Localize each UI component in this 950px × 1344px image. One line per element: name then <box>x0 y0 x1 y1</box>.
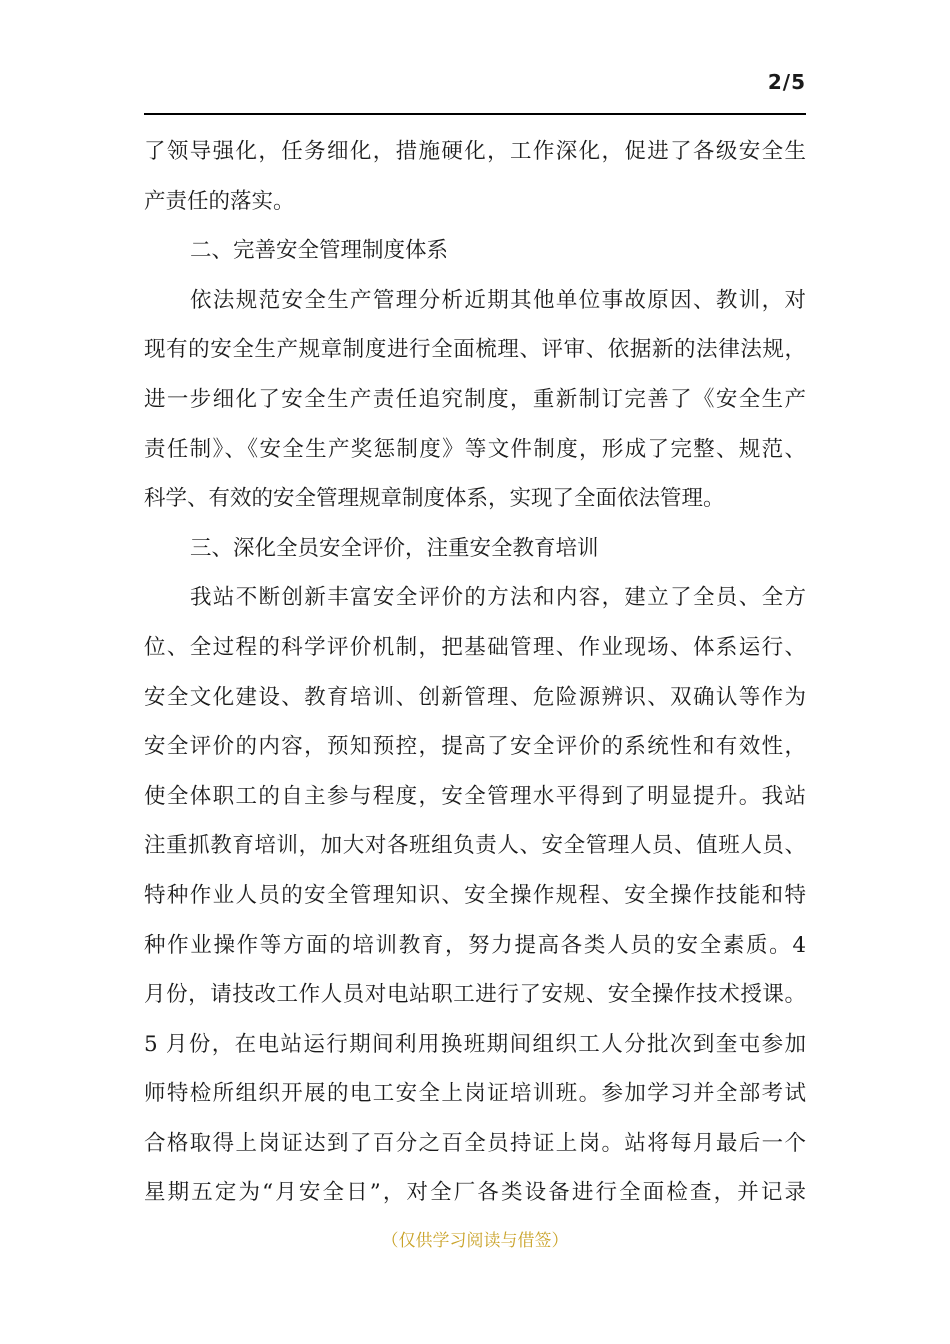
text-line: 5 月份，在电站运行期间利用换班期间组织工人分批次到奎屯参加 <box>144 1031 806 1057</box>
text-line: 进一步细化了安全生产责任追究制度，重新制订完善了《安全生产 <box>144 386 806 412</box>
page-number: 2/5 <box>767 70 806 94</box>
header-rule <box>144 113 806 115</box>
text-line: 依法规范安全生产管理分析近期其他单位事故原因、教训，对 <box>190 287 806 313</box>
text-line: 科学、有效的安全管理规章制度体系，实现了全面依法管理。 <box>144 486 725 512</box>
text-line: 我站不断创新丰富安全评价的方法和内容，建立了全员、全方 <box>190 585 806 611</box>
text-line: 产责任的落实。 <box>144 188 295 214</box>
text-line: 种作业操作等方面的培训教育，努力提高各类人员的安全素质。4 <box>144 932 806 958</box>
text-line: 三、深化全员安全评价，注重安全教育培训 <box>190 535 599 561</box>
footer-note: （仅供学习阅读与借签） <box>381 1231 569 1251</box>
text-line: 二、完善安全管理制度体系 <box>190 238 449 264</box>
text-line: 现有的安全生产规章制度进行全面梳理、评审、依据新的法律法规， <box>144 337 806 363</box>
document-body <box>144 127 806 1218</box>
text-line: 安全文化建设、教育培训、创新管理、危险源辨识、双确认等作为 <box>144 684 806 710</box>
text-line: 注重抓教育培训，加大对各班组负责人、安全管理人员、值班人员、 <box>144 833 806 859</box>
text-line: 星期五定为“月安全日”，对全厂各类设备进行全面检查，并记录 <box>144 1180 806 1206</box>
text-line: 月份，请技改工作人员对电站职工进行了安规、安全操作技术授课。 <box>144 982 806 1008</box>
text-line: 安全评价的内容，预知预控，提高了安全评价的系统性和有效性， <box>144 734 806 760</box>
text-line: 位、全过程的科学评价机制，把基础管理、作业现场、体系运行、 <box>144 634 806 660</box>
text-line: 特种作业人员的安全管理知识、安全操作规程、安全操作技能和特 <box>144 882 806 908</box>
text-line: 了领导强化，任务细化，措施硬化，工作深化，促进了各级安全生 <box>144 139 806 164</box>
text-line: 使全体职工的自主参与程度，安全管理水平得到了明显提升。我站 <box>144 783 806 809</box>
text-line: 合格取得上岗证达到了百分之百全员持证上岗。站将每月最后一个 <box>144 1130 806 1156</box>
text-line: 师特检所组织开展的电工安全上岗证培训班。参加学习并全部考试 <box>144 1081 806 1107</box>
text-line: 责任制》、《安全生产奖惩制度》等文件制度，形成了完整、规范、 <box>144 436 806 462</box>
